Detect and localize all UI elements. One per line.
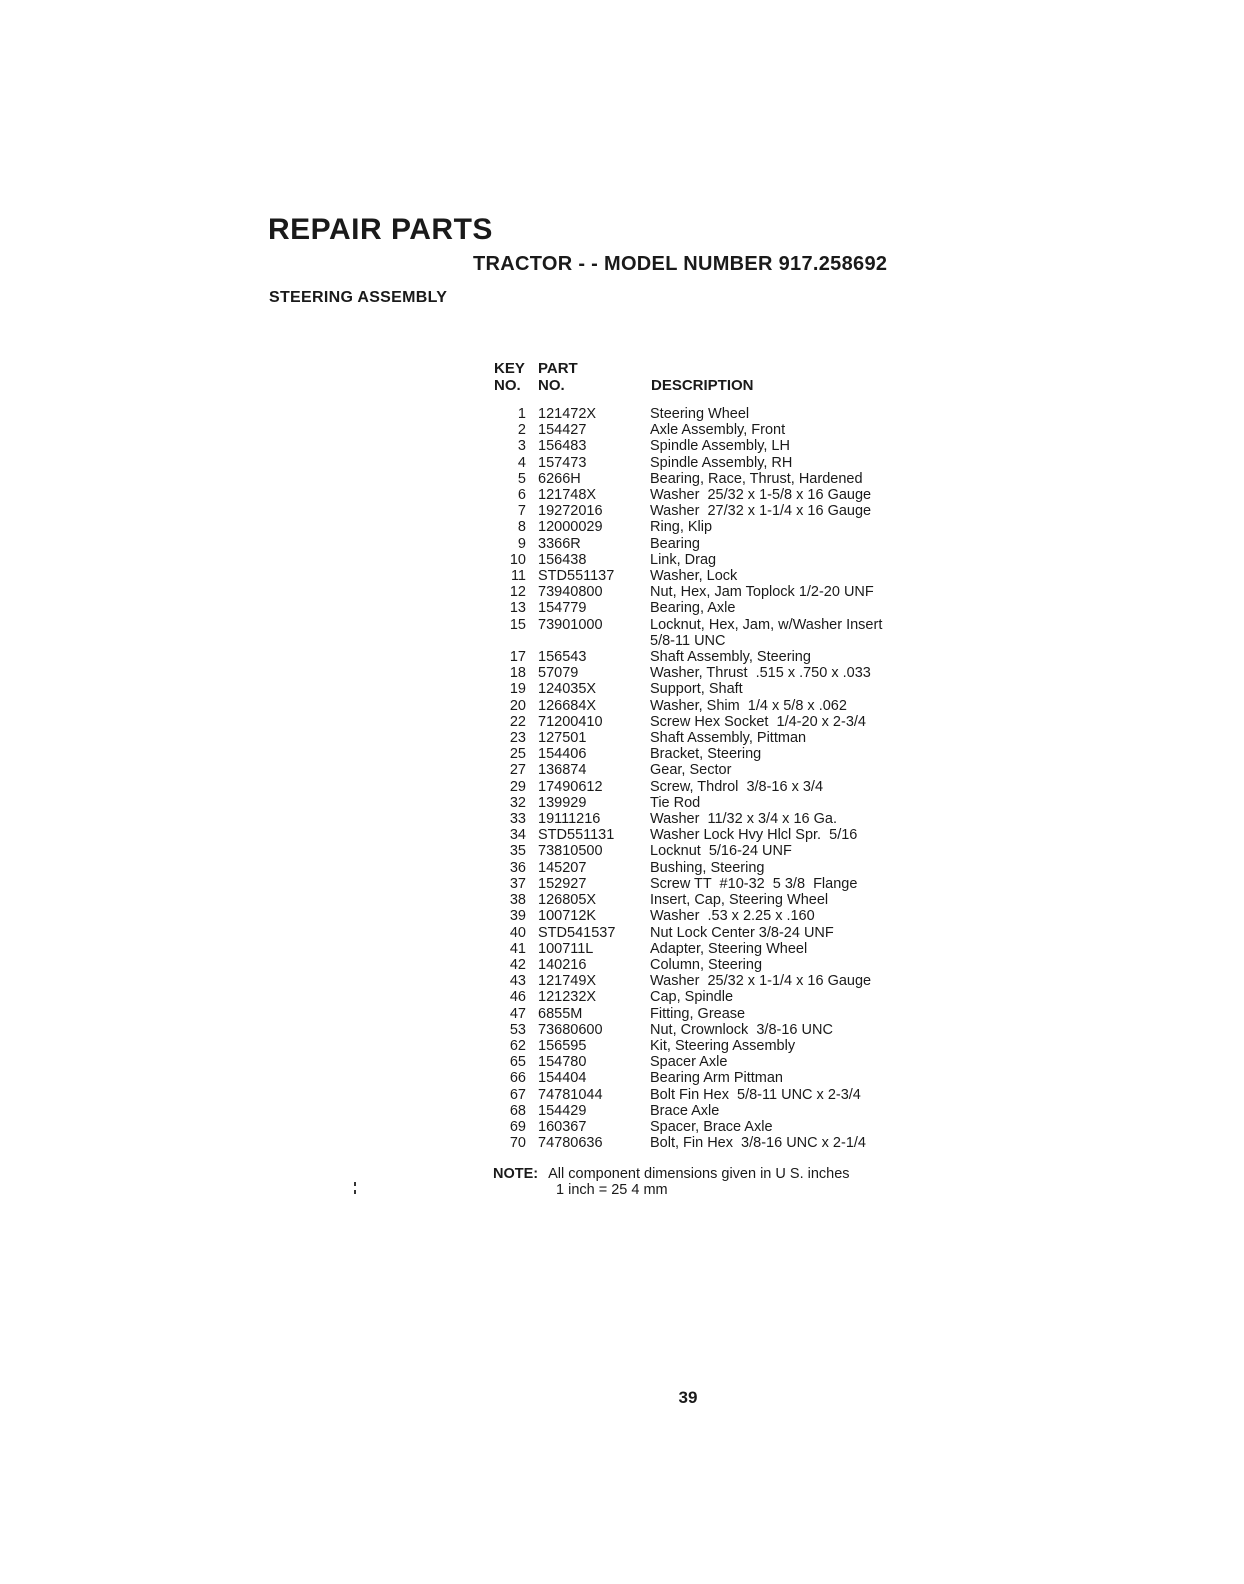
key-no: 70 bbox=[509, 1135, 526, 1152]
description: Bracket, Steering bbox=[650, 746, 762, 763]
description: Screw Hex Socket 1/4-20 x 2-3/4 bbox=[650, 713, 866, 730]
key-no: 34 bbox=[509, 827, 526, 844]
description: Washer Lock Hvy Hlcl Spr. 5/16 bbox=[650, 827, 858, 844]
key-no: 10 bbox=[509, 551, 526, 568]
table-row bbox=[484, 455, 954, 471]
table-row bbox=[484, 698, 954, 714]
table-row bbox=[484, 1087, 954, 1103]
parts-list bbox=[484, 406, 954, 1151]
description: Washer 25/32 x 1-5/8 x 16 Gauge bbox=[650, 487, 872, 504]
table-row bbox=[484, 1006, 954, 1022]
part-no: 73680600 bbox=[538, 1021, 603, 1038]
description: Shaft Assembly, Pittman bbox=[650, 730, 807, 747]
key-no: 15 bbox=[509, 616, 526, 633]
key-no: 25 bbox=[509, 746, 526, 763]
key-no: 12 bbox=[509, 584, 526, 601]
part-no: 127501 bbox=[538, 730, 587, 747]
description: Insert, Cap, Steering Wheel bbox=[650, 892, 829, 909]
key-no: 19 bbox=[509, 681, 526, 698]
table-row bbox=[484, 568, 954, 584]
table-row bbox=[484, 519, 954, 535]
part-no: 73901000 bbox=[538, 616, 603, 633]
description: Washer .53 x 2.25 x .160 bbox=[650, 908, 815, 925]
description: Link, Drag bbox=[650, 551, 717, 568]
part-no: 121472X bbox=[538, 406, 597, 422]
table-row bbox=[484, 1054, 954, 1070]
description: Washer, Shim 1/4 x 5/8 x .062 bbox=[650, 697, 847, 714]
table-row bbox=[484, 552, 954, 568]
description-header: DESCRIPTION bbox=[651, 377, 754, 394]
key-no: 2 bbox=[517, 422, 526, 439]
table-row bbox=[484, 1022, 954, 1038]
key-no: 6 bbox=[517, 487, 526, 504]
description: Steering Wheel bbox=[650, 406, 750, 422]
part-no: 73940800 bbox=[538, 584, 603, 601]
description: Spacer Axle bbox=[650, 1054, 728, 1071]
description: Washer, Lock bbox=[650, 568, 738, 585]
table-row bbox=[484, 422, 954, 438]
part-no: 126684X bbox=[538, 697, 597, 714]
part-no: 160367 bbox=[538, 1118, 587, 1135]
table-row bbox=[484, 584, 954, 600]
table-row bbox=[484, 876, 954, 892]
key-no: 38 bbox=[509, 892, 526, 909]
key-no: 3 bbox=[517, 438, 526, 455]
table-row bbox=[484, 617, 954, 633]
key-no: 36 bbox=[509, 859, 526, 876]
part-no: 71200410 bbox=[538, 713, 603, 730]
key-no: 13 bbox=[509, 600, 526, 617]
part-no: 154429 bbox=[538, 1102, 587, 1119]
part-no: 156543 bbox=[538, 649, 587, 666]
table-row bbox=[484, 633, 954, 649]
key-no: 5 bbox=[517, 470, 526, 487]
description: Bearing, Axle bbox=[650, 600, 736, 617]
key-no: 62 bbox=[509, 1037, 526, 1054]
part-no: 19111216 bbox=[538, 811, 601, 828]
part-no: 156438 bbox=[538, 551, 587, 568]
key-no: 9 bbox=[517, 535, 526, 552]
part-no: 19272016 bbox=[538, 503, 603, 520]
key-no: 41 bbox=[509, 940, 526, 957]
description: Nut Lock Center 3/8-24 UNF bbox=[650, 924, 834, 941]
table-row bbox=[484, 1070, 954, 1086]
description: Fitting, Grease bbox=[650, 1005, 746, 1022]
description: Washer, Thrust .515 x .750 x .033 bbox=[650, 665, 871, 682]
part-no: 100712K bbox=[538, 908, 597, 925]
part-no: 126805X bbox=[538, 892, 597, 909]
key-no: 17 bbox=[509, 649, 526, 666]
key-no: 23 bbox=[509, 730, 526, 747]
table-row bbox=[484, 406, 954, 422]
part-no: 73810500 bbox=[538, 843, 603, 860]
key-no: 43 bbox=[509, 973, 526, 990]
part-no: 154779 bbox=[538, 600, 587, 617]
table-row bbox=[484, 795, 954, 811]
description: Bearing, Race, Thrust, Hardened bbox=[650, 470, 863, 487]
key-no: 66 bbox=[509, 1070, 526, 1087]
description: Axle Assembly, Front bbox=[650, 422, 786, 439]
description: Adapter, Steering Wheel bbox=[650, 940, 808, 957]
part-no: 154427 bbox=[538, 422, 587, 439]
description: Locknut, Hex, Jam, w/Washer Insert bbox=[650, 616, 883, 633]
part-no: 154780 bbox=[538, 1054, 587, 1071]
description: Ring, Klip bbox=[650, 519, 713, 536]
key-no: 69 bbox=[509, 1118, 526, 1135]
table-row bbox=[484, 908, 954, 924]
description: Shaft Assembly, Steering bbox=[650, 649, 811, 666]
section-heading: STEERING ASSEMBLY bbox=[269, 289, 448, 306]
description: Spindle Assembly, LH bbox=[650, 438, 790, 455]
key-no: 68 bbox=[509, 1102, 526, 1119]
table-row bbox=[484, 779, 954, 795]
description: Kit, Steering Assembly bbox=[650, 1037, 796, 1054]
key-no: 11 bbox=[510, 568, 526, 585]
part-no: 74780636 bbox=[538, 1135, 603, 1152]
table-row bbox=[484, 471, 954, 487]
note-line-2: 1 inch = 25 4 mm bbox=[556, 1182, 668, 1198]
model-subtitle: TRACTOR - - MODEL NUMBER 917.258692 bbox=[473, 253, 888, 275]
part-no: 121232X bbox=[538, 989, 597, 1006]
key-no: 8 bbox=[517, 519, 526, 536]
table-row bbox=[484, 892, 954, 908]
description: Bolt, Fin Hex 3/8-16 UNC x 2-1/4 bbox=[650, 1135, 866, 1152]
table-row bbox=[484, 730, 954, 746]
part-no: 154404 bbox=[538, 1070, 587, 1087]
key-no-header: KEY NO. bbox=[494, 360, 525, 394]
table-row bbox=[484, 438, 954, 454]
key-no: 7 bbox=[517, 503, 526, 520]
part-no: 140216 bbox=[538, 956, 587, 973]
note-label: NOTE: bbox=[493, 1166, 539, 1182]
part-no: 6855M bbox=[538, 1005, 583, 1022]
key-no: 47 bbox=[509, 1005, 526, 1022]
key-no: 35 bbox=[509, 843, 526, 860]
key-no: 46 bbox=[509, 989, 526, 1006]
table-row bbox=[484, 925, 954, 941]
key-no: 27 bbox=[509, 762, 526, 779]
part-no: 74781044 bbox=[538, 1086, 603, 1103]
table-row bbox=[484, 989, 954, 1005]
note-line-1: All component dimensions given in U S. inches bbox=[548, 1166, 850, 1182]
table-row bbox=[484, 649, 954, 665]
part-no: 121748X bbox=[538, 487, 597, 504]
description: Gear, Sector bbox=[650, 762, 732, 779]
page-title: REPAIR PARTS bbox=[268, 213, 493, 246]
part-no: 136874 bbox=[538, 762, 587, 779]
part-no: 152927 bbox=[538, 875, 587, 892]
description: Washer 27/32 x 1-1/4 x 16 Gauge bbox=[650, 503, 872, 520]
part-no: 121749X bbox=[538, 973, 597, 990]
part-no: 124035X bbox=[538, 681, 597, 698]
part-no: STD541537 bbox=[538, 924, 616, 941]
key-no: 22 bbox=[509, 713, 526, 730]
key-no: 37 bbox=[509, 875, 526, 892]
table-row bbox=[484, 827, 954, 843]
description: Bearing Arm Pittman bbox=[650, 1070, 783, 1087]
table-row bbox=[484, 503, 954, 519]
description: Brace Axle bbox=[650, 1102, 720, 1119]
part-no: 57079 bbox=[538, 665, 579, 682]
key-no: 18 bbox=[509, 665, 526, 682]
description: Washer 25/32 x 1-1/4 x 16 Gauge bbox=[650, 973, 872, 990]
key-no: 29 bbox=[509, 778, 526, 795]
table-row bbox=[484, 957, 954, 973]
description: Nut, Hex, Jam Toplock 1/2-20 UNF bbox=[650, 584, 874, 601]
description: Washer 11/32 x 3/4 x 16 Ga. bbox=[650, 811, 837, 828]
key-no: 32 bbox=[509, 794, 526, 811]
description: Bolt Fin Hex 5/8-11 UNC x 2-3/4 bbox=[650, 1086, 861, 1103]
table-row bbox=[484, 1038, 954, 1054]
part-no: 12000029 bbox=[538, 519, 603, 536]
description: Screw TT #10-32 5 3/8 Flange bbox=[650, 875, 858, 892]
table-row bbox=[484, 665, 954, 681]
scan-mark bbox=[354, 1182, 356, 1198]
description: Column, Steering bbox=[650, 956, 763, 973]
part-no: 157473 bbox=[538, 454, 587, 471]
part-no-header: PART NO. bbox=[538, 360, 578, 394]
description: Spacer, Brace Axle bbox=[650, 1118, 773, 1135]
table-row bbox=[484, 843, 954, 859]
part-no: 6266H bbox=[538, 470, 581, 487]
description: Cap, Spindle bbox=[650, 989, 734, 1006]
description: Support, Shaft bbox=[650, 681, 743, 698]
table-row bbox=[484, 941, 954, 957]
table-row bbox=[484, 714, 954, 730]
key-no: 20 bbox=[509, 697, 526, 714]
part-no: STD551131 bbox=[538, 827, 615, 844]
table-row bbox=[484, 762, 954, 778]
page-number: 39 bbox=[678, 1388, 698, 1407]
part-no: 156483 bbox=[538, 438, 587, 455]
key-no: 1 bbox=[517, 406, 526, 422]
key-no: 4 bbox=[517, 454, 526, 471]
table-row bbox=[484, 973, 954, 989]
part-no: STD551137 bbox=[538, 568, 615, 585]
part-no: 100711L bbox=[538, 940, 594, 957]
key-no: 42 bbox=[509, 956, 526, 973]
table-row bbox=[484, 1135, 954, 1151]
table-row bbox=[484, 600, 954, 616]
description: 5/8-11 UNC bbox=[650, 632, 726, 649]
part-no: 156595 bbox=[538, 1037, 587, 1054]
part-no: 3366R bbox=[538, 535, 581, 552]
table-row bbox=[484, 860, 954, 876]
key-no: 33 bbox=[509, 811, 526, 828]
key-no: 65 bbox=[509, 1054, 526, 1071]
table-row bbox=[484, 1119, 954, 1135]
description: Locknut 5/16-24 UNF bbox=[650, 843, 792, 860]
key-no: 67 bbox=[509, 1086, 526, 1103]
note bbox=[493, 1166, 850, 1198]
table-row bbox=[484, 811, 954, 827]
key-no: 39 bbox=[509, 908, 526, 925]
part-no: 17490612 bbox=[538, 778, 603, 795]
table-row bbox=[484, 487, 954, 503]
table-row bbox=[484, 536, 954, 552]
description: Tie Rod bbox=[650, 794, 701, 811]
key-no: 40 bbox=[509, 924, 526, 941]
description: Nut, Crownlock 3/8-16 UNC bbox=[650, 1021, 833, 1038]
description: Bearing bbox=[650, 535, 700, 552]
key-no: 53 bbox=[509, 1021, 526, 1038]
description: Screw, Thdrol 3/8-16 x 3/4 bbox=[650, 778, 824, 795]
table-row bbox=[484, 681, 954, 697]
description: Spindle Assembly, RH bbox=[650, 454, 793, 471]
part-no: 139929 bbox=[538, 794, 587, 811]
table-row bbox=[484, 746, 954, 762]
description: Bushing, Steering bbox=[650, 859, 765, 876]
part-no: 145207 bbox=[538, 859, 587, 876]
part-no: 154406 bbox=[538, 746, 587, 763]
table-row bbox=[484, 1103, 954, 1119]
